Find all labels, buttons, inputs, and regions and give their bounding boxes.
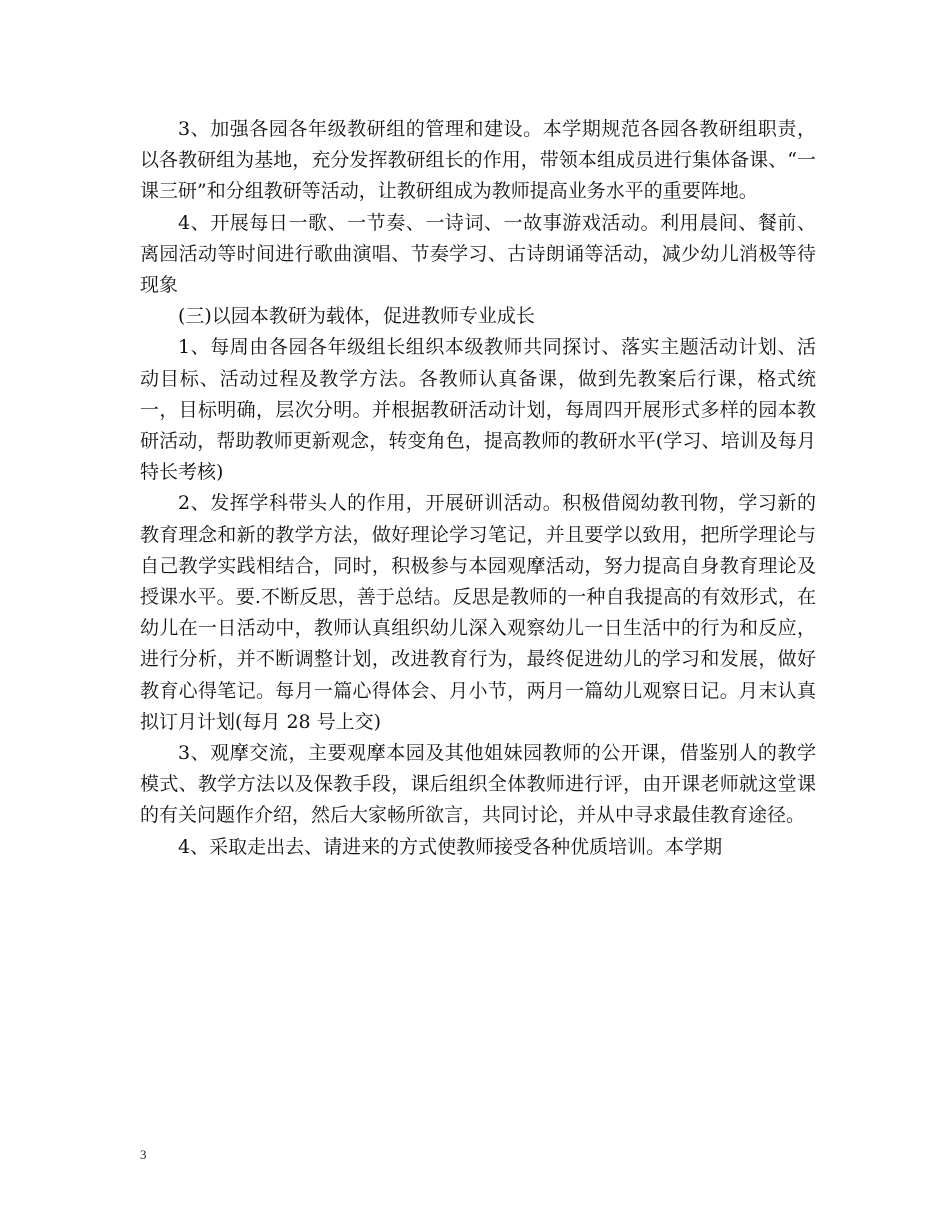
paragraph-item-1-weekly-research: 1、每周由各园各年级组长组织本级教师共同探讨、落实主题活动计划、活动目标、活动过程及教学方法。各教师认真备课，做到先教案后行课，格式统一，目标明确，层次分明。并根据教研活动计划，每周四开展形式多样的园本教研活动，帮助教师更新观念，转变角色，提高教师的教研水平(学习、培训及每月特长考核) — [140, 336, 816, 484]
paragraph-item-3-observation-exchange: 3、观摩交流，主要观摩本园及其他姐妹园教师的公开课，借鉴别人的教学模式、教学方法以及保教手段，课后组织全体教师进行评，由开课老师就这堂课的有关问题作介绍，然后大家畅所欲言，共同讨论，并从中寻求最佳教育途径。 — [140, 742, 816, 827]
page-number: 3 — [140, 1147, 147, 1162]
paragraph-item-3-teaching-groups: 3、加强各园各年级教研组的管理和建设。本学期规范各园各教研组职责，以各教研组为基地，充分发挥教研组长的作用，带领本组成员进行集体备课、“一课三研”和分组教研等活动，让教研组成为教师提高业务水平的重要阵地。 — [140, 118, 816, 203]
paragraph-item-4-daily-activities: 4、开展每日一歌、一节奏、一诗词、一故事游戏活动。利用晨间、餐前、离园活动等时间进行歌曲演唱、节奏学习、古诗朗诵等活动，减少幼儿消极等待现象 — [140, 211, 816, 297]
paragraph-item-4-training: 4、采取走出去、请进来的方式使教师接受各种优质培训。本学期 — [178, 835, 723, 858]
section-heading-3: (三)以园本教研为载体，促进教师专业成长 — [178, 305, 535, 328]
paragraph-item-2-subject-leaders: 2、发挥学科带头人的作用，开展研训活动。积极借阅幼教刊物，学习新的教育理念和新的教学方法，做好理论学习笔记，并且要学以致用，把所学理论与自己教学实践相结合，同时，积极参与本园观摩活动，努力提高自身教育理论及授课水平。要.不断反思，善于总结。反思是教师的一种自我提高的有效形式，在幼儿在一日活动中，教师认真组织幼儿深入观察幼儿一日生活中的行为和反应，进行分析，并不断调整计划，改进教育行为，最终促进幼儿的学习和发展，做好教育心得笔记。每月一篇心得体会、月小节，两月一篇幼儿观察日记。月末认真拟订月计划(每月 28 号上交) — [140, 492, 816, 733]
document-body — [140, 114, 816, 863]
